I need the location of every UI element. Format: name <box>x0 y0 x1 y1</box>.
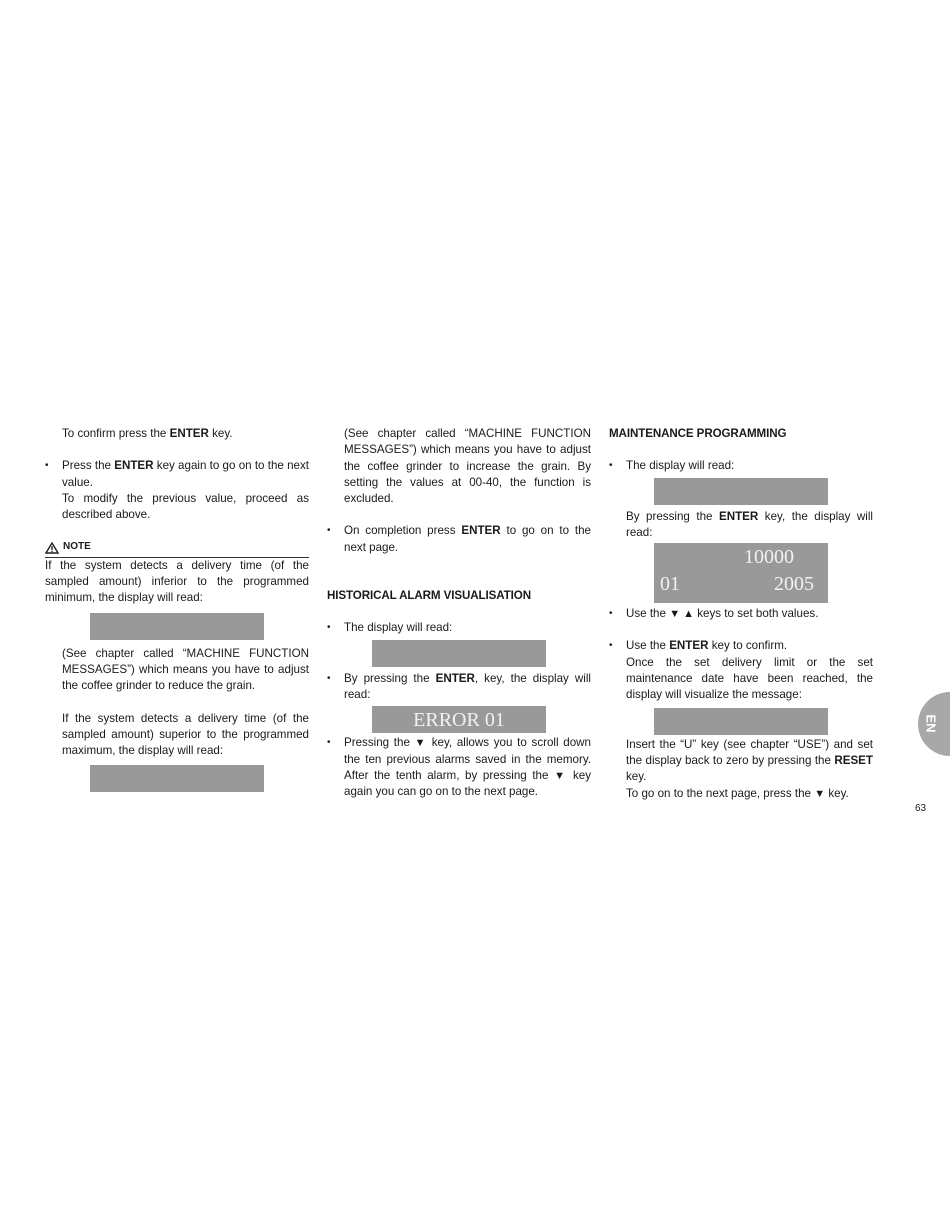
bullet-display-read: • The display will read: <box>327 620 591 636</box>
pressing-enter-text <box>609 509 873 542</box>
enter-key-label: ENTER <box>435 671 475 685</box>
column-right <box>609 426 873 802</box>
bullet-use-enter <box>609 638 873 703</box>
see-chapter-text: (See chapter called “MACHINE FUNCTION MESSAGES”) which means you have to adjust the coffee grinder to increase the grain. By setting the values at 00-40, the function is excluded. <box>344 427 591 506</box>
bullet-pressing-enter <box>327 671 591 704</box>
lcd-display-blank <box>654 708 828 735</box>
confirm-paragraph <box>45 426 309 442</box>
section-heading: MAINTENANCE PROGRAMMING <box>609 427 787 440</box>
lcd-display-blank <box>90 765 264 792</box>
column-middle <box>327 426 591 800</box>
text: Once the set delivery limit or the set maintenance date have been reached, the display will visualize the message: <box>626 655 873 702</box>
reset-key-label: RESET <box>834 753 873 767</box>
lcd-display-blank <box>654 478 828 505</box>
bullet-scroll <box>327 735 591 800</box>
text: Press the <box>62 459 115 473</box>
section-heading: HISTORICAL ALARM VISUALISATION <box>327 589 531 603</box>
lcd-display-maintenance <box>654 543 828 603</box>
text: key again you can go on to the next page. <box>344 768 591 799</box>
text: To modify the previous value, proceed as described above. <box>62 491 309 522</box>
text: key, allows you to scroll down the ten previous alarms saved in the memory. After the tenth alarm, by pressing the <box>344 736 591 782</box>
lcd-display-error <box>372 706 546 733</box>
down-arrow-icon: ▼ <box>814 787 826 800</box>
text: key again to go on to the next value. <box>62 459 309 489</box>
see-chapter-text: (See chapter called “MACHINE FUNCTION MESSAGES”) which means you have to adjust the coffee grinder to reduce the grain. <box>62 646 309 693</box>
lcd-value: 10000 <box>744 546 794 569</box>
bullet-display-read: • The display will read: <box>609 458 873 474</box>
note-label: NOTE <box>63 541 91 553</box>
up-down-arrow-icons: ▼ ▲ <box>669 608 695 621</box>
enter-key-label: ENTER <box>461 524 501 538</box>
lcd-display-blank <box>90 613 264 640</box>
text: keys to set both values. <box>694 607 819 621</box>
lcd-display-blank <box>372 640 546 667</box>
insert-u-text <box>609 737 873 802</box>
text: to go on to the next page. <box>344 524 592 554</box>
language-tab <box>918 692 950 756</box>
text: To confirm press the <box>62 427 170 440</box>
bullet-press-enter <box>45 458 309 523</box>
error-code: ERROR 01 <box>413 709 505 732</box>
bullet-use-arrows <box>609 606 873 622</box>
text: On completion press <box>344 524 462 538</box>
text: key. <box>825 786 849 800</box>
text: key. <box>626 770 647 784</box>
text: By pressing the <box>626 509 719 523</box>
text: Use the <box>626 607 670 621</box>
enter-key-label: ENTER <box>718 509 759 523</box>
enter-key-label: ENTER <box>169 427 209 440</box>
superior-text: If the system detects a delivery time (of the sampled amount) superior to the programmed maximum, the display will read: <box>62 711 309 758</box>
column-left <box>45 426 309 792</box>
warning-icon <box>45 542 59 554</box>
text: To go on to the next page, press the <box>626 786 815 800</box>
text: Insert the “U” key (see chapter “USE”) and set the display back to zero by pressing the <box>626 737 873 767</box>
note-heading <box>45 539 309 555</box>
text: By pressing the <box>344 671 436 685</box>
text: , key, the display will read: <box>344 671 591 701</box>
enter-key-label: ENTER <box>114 459 154 473</box>
language-tab-label: EN <box>923 714 939 733</box>
down-arrow-icon: ▼ <box>414 737 428 750</box>
text: key to confirm. <box>708 639 788 653</box>
text: key, the display will read: <box>626 509 873 539</box>
enter-key-label: ENTER <box>669 639 709 653</box>
lcd-month: 01 <box>660 573 680 596</box>
bullet-completion <box>327 523 591 556</box>
lcd-year: 2005 <box>774 573 814 596</box>
text: Pressing the <box>344 736 415 750</box>
down-arrow-icon: ▼ <box>554 769 568 782</box>
page-number: 63 <box>915 803 927 814</box>
text: key. <box>208 427 233 440</box>
text: Use the <box>626 639 670 653</box>
note-text: If the system detects a delivery time (of the sampled amount) inferior to the programmed minimum, the display will read: <box>45 558 309 605</box>
